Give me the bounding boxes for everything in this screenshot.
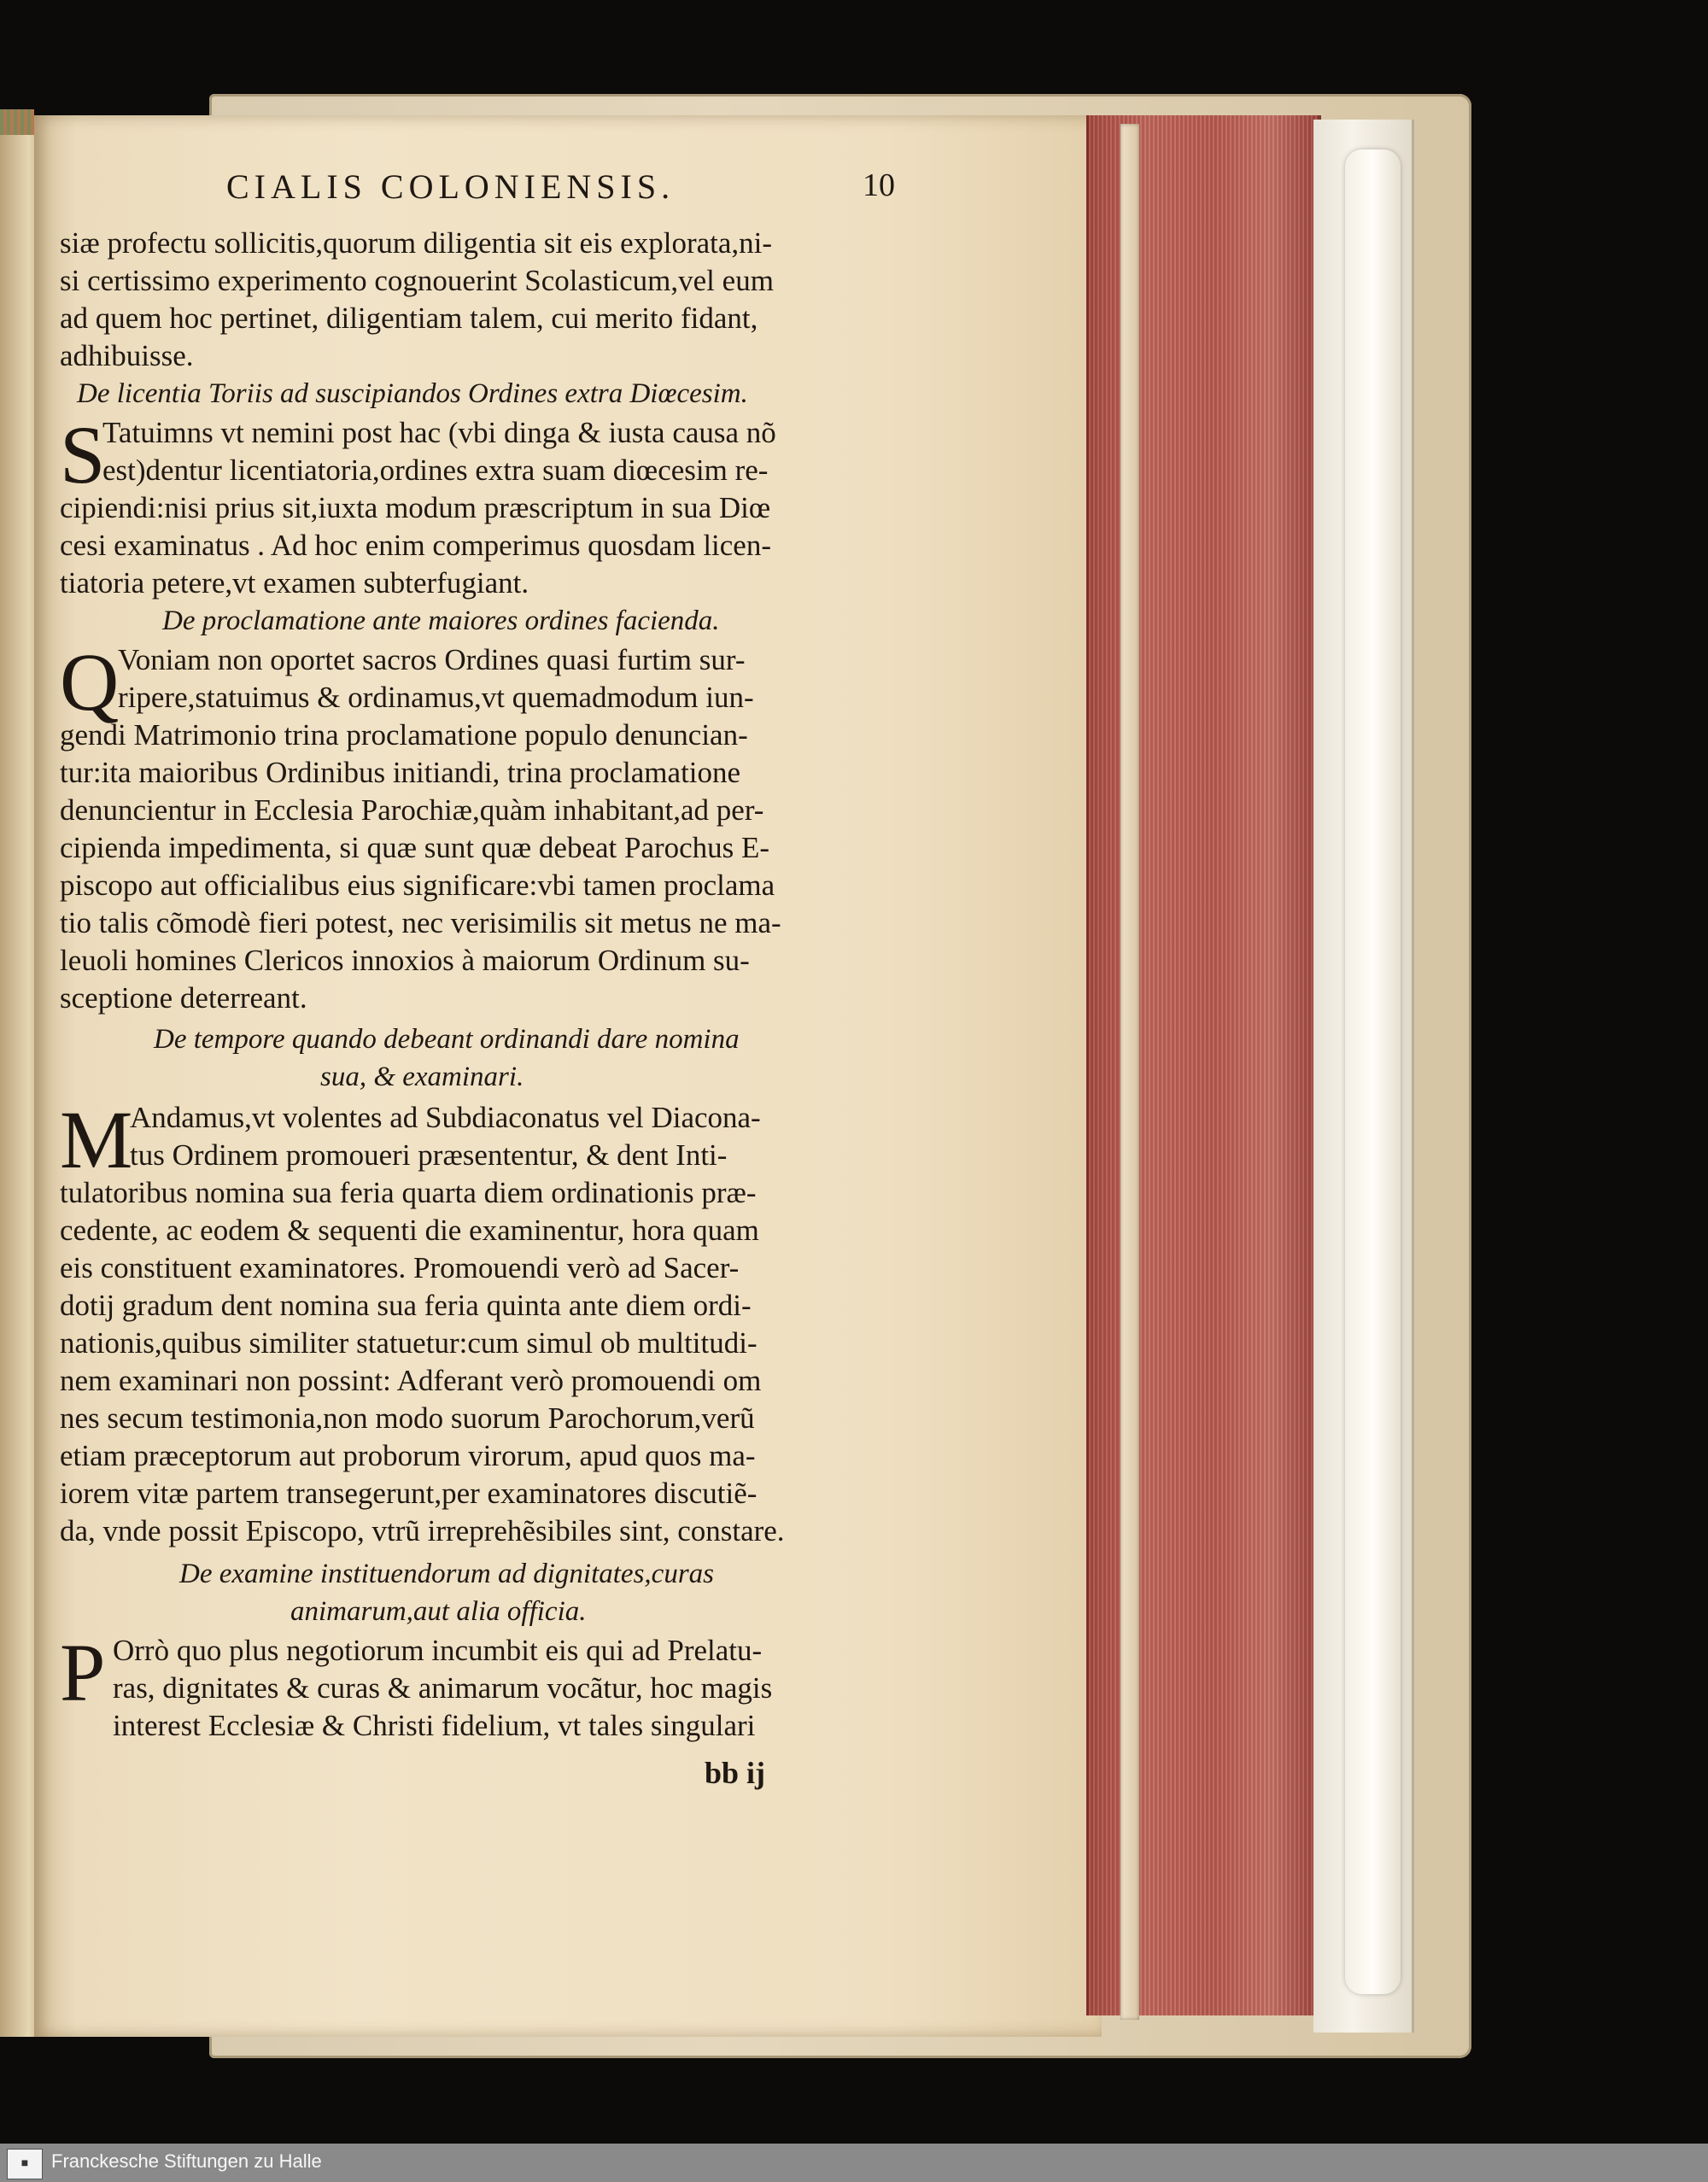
fore-edge-gap bbox=[1120, 124, 1139, 2020]
text-line: cipienda impedimenta, si quæ sunt quæ debeat Parochus E- bbox=[60, 831, 770, 864]
drop-capital: M bbox=[60, 1094, 133, 1185]
text-line: Andamus,vt volentes ad Subdiaconatus vel Diacona- bbox=[130, 1101, 761, 1134]
drop-capital: P bbox=[60, 1627, 106, 1718]
text-line: sceptione deterreant. bbox=[60, 981, 307, 1015]
text-line: nationis,quibus similiter statuetur:cum simul ob multitudi- bbox=[60, 1326, 757, 1360]
text-line: da, vnde possit Episcopo, vtrũ irreprehẽsibiles sint, constare. bbox=[60, 1514, 785, 1547]
text-line: nem examinari non possint: Adferant verò promouendi om bbox=[60, 1364, 762, 1397]
text-line: siæ profectu sollicitis,quorum diligentia sit eis explorata,ni- bbox=[60, 226, 773, 260]
text-line: nes secum testimonia,non modo suorum Parochorum,verũ bbox=[60, 1401, 755, 1435]
institution-name: Franckesche Stiftungen zu Halle bbox=[51, 2150, 322, 2172]
text-line: Tatuimns vt nemini post hac (vbi dinga & iusta causa nõ bbox=[102, 416, 776, 449]
text-line: tio talis cõmodè fieri potest, nec verisimilis sit metus ne ma- bbox=[60, 906, 781, 939]
text-line: dotij gradum dent nomina sua feria quinta ante diem ordi- bbox=[60, 1289, 752, 1322]
text-line: est)dentur licentiatoria,ordines extra suam diœcesim re- bbox=[102, 453, 769, 487]
text-line: interest Ecclesiæ & Christi fidelium, vt tales singulari bbox=[113, 1709, 756, 1742]
drop-capital: Q bbox=[60, 636, 120, 728]
text-line: tur:ita maioribus Ordinibus initiandi, trina proclamatione bbox=[60, 756, 741, 789]
spine-fragment bbox=[0, 109, 34, 135]
drop-capital: S bbox=[60, 409, 106, 500]
cover-flap bbox=[1345, 149, 1401, 1994]
footer-bar bbox=[0, 2144, 1708, 2182]
signature-mark: bb ij bbox=[705, 1756, 766, 1790]
section-heading: animarum,aut alia officia. bbox=[290, 1596, 587, 1627]
folio-number: 10 bbox=[863, 167, 895, 203]
text-line: cedente, ac eodem & sequenti die examinentur, hora quam bbox=[60, 1214, 759, 1247]
section-heading: De proclamatione ante maiores ordines facienda. bbox=[162, 605, 720, 636]
text-line: Orrò quo plus negotiorum incumbit eis qui ad Prelatu- bbox=[113, 1634, 763, 1667]
text-line: gendi Matrimonio trina proclamatione populo denuncian- bbox=[60, 718, 748, 752]
text-line: iorem vitæ partem transegerunt,per examinatores discutiẽ- bbox=[60, 1477, 757, 1510]
text-line: cipiendi:nisi prius sit,iuxta modum præscriptum in sua Diœ bbox=[60, 491, 771, 524]
running-head: CIALIS COLONIENSIS. bbox=[226, 167, 676, 206]
text-line: adhibuisse. bbox=[60, 339, 194, 372]
text-line: si certissimo experimento cognouerint Scolasticum,vel eum bbox=[60, 264, 774, 297]
section-heading: De examine instituendorum ad dignitates,curas bbox=[179, 1559, 715, 1589]
text-line: ad quem hoc pertinet, diligentiam talem, cui merito fidant, bbox=[60, 301, 758, 335]
text-line: piscopo aut officialibus eius significare:vbi tamen proclama bbox=[60, 869, 775, 902]
text-line: ras, dignitates & curas & animarum vocãtur, hoc magis bbox=[113, 1671, 773, 1705]
text-line: cesi examinatus . Ad hoc enim comperimus quosdam licen- bbox=[60, 529, 771, 562]
text-line: ripere,statuimus & ordinamus,vt quemadmodum iun- bbox=[118, 681, 754, 714]
section-heading: De licentia Toriis ad suscipiandos Ordines extra Diœcesim. bbox=[77, 378, 748, 409]
text-line: eis constituent examinatores. Promouendi verò ad Sacer- bbox=[60, 1251, 740, 1284]
section-heading: sua, & examinari. bbox=[320, 1062, 524, 1092]
text-line: etiam præceptorum aut proborum virorum, apud quos ma- bbox=[60, 1439, 756, 1472]
text-line: Voniam non oportet sacros Ordines quasi furtim sur- bbox=[118, 643, 746, 676]
institution-logo-icon: ■ bbox=[7, 2149, 43, 2179]
text-line: tiatoria petere,vt examen subterfugiant. bbox=[60, 566, 529, 600]
text-line: denuncientur in Ecclesia Parochiæ,quàm inhabitant,ad per- bbox=[60, 793, 764, 827]
text-line: tus Ordinem promoueri præsententur, & dent Inti- bbox=[130, 1138, 728, 1172]
text-line: tulatoribus nomina sua feria quarta diem ordinationis præ- bbox=[60, 1176, 757, 1209]
section-heading: De tempore quando debeant ordinandi dare nomina bbox=[154, 1024, 740, 1055]
text-line: leuoli homines Clericos innoxios à maiorum Ordinum su- bbox=[60, 944, 750, 977]
